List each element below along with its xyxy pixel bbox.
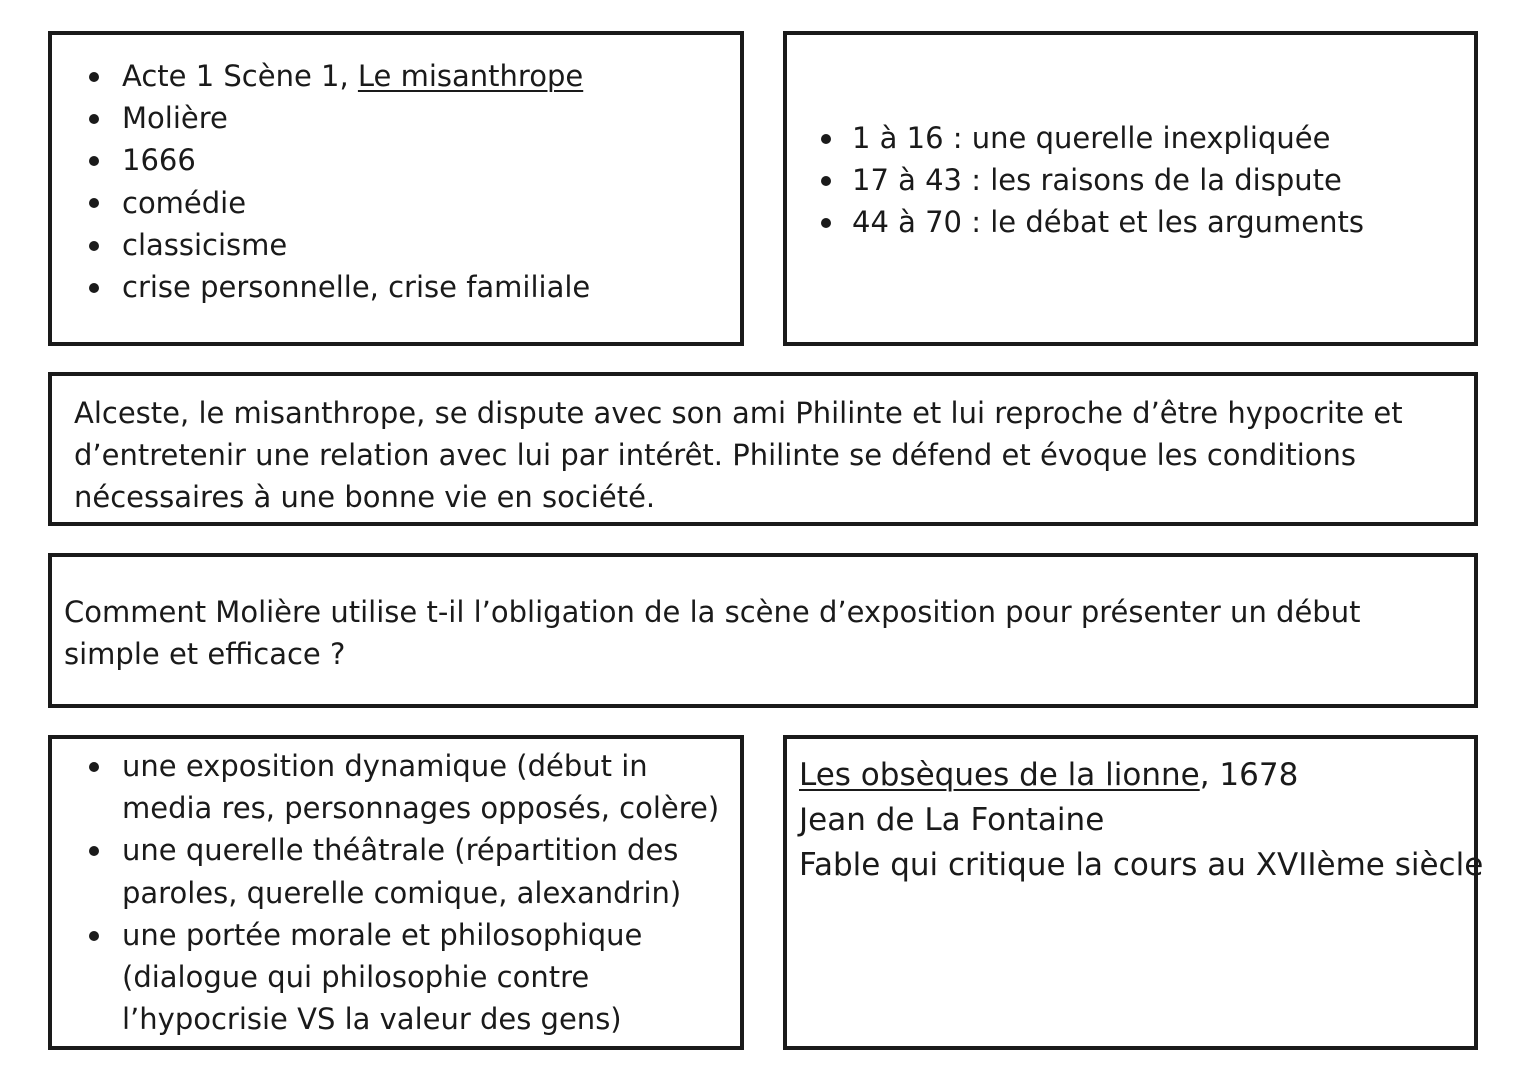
- problematic-box: [48, 553, 1478, 708]
- list-item: 1 à 16 : une querelle inexpliquée: [804, 117, 1364, 159]
- problematic-text: Comment Molière utilise t-il l’obligation de la scène d’exposition pour présenter un début simple et efficace ?: [64, 595, 1361, 672]
- list-item: [72, 139, 590, 181]
- list-item: [72, 182, 590, 224]
- structure-list: [804, 117, 1364, 244]
- list-item: une exposition dynamique (début in media res, personnages opposés, colère): [72, 745, 730, 829]
- list-item: 17 à 43 : les raisons de la dispute: [804, 159, 1364, 201]
- related-description: Fable qui critique la cours au XVIIème siècle: [799, 847, 1484, 883]
- list-item: [72, 266, 590, 308]
- work-info-box: [48, 31, 744, 346]
- related-title: Les obsèques de la lionne: [799, 757, 1200, 793]
- list-item: [72, 224, 590, 266]
- info-genre: comédie: [122, 185, 247, 220]
- plan-box: [48, 735, 744, 1050]
- plan-list: [72, 745, 730, 1040]
- related-text-content: [799, 753, 1484, 888]
- info-context: crise personnelle, crise familiale: [122, 270, 591, 305]
- info-act-scene: Acte 1 Scène 1,: [122, 59, 358, 93]
- info-movement: classicisme: [122, 227, 288, 262]
- related-text-box: [783, 735, 1484, 1050]
- related-author: Jean de La Fontaine: [799, 802, 1105, 838]
- info-author: Molière: [122, 101, 228, 136]
- summary-text: Alceste, le misanthrope, se dispute avec son ami Philinte et lui reproche d’être hypocrite et d’entretenir une relation avec lui par intérêt. Philinte se défend et évoque les conditions nécessaires à une bonne vie en société.: [74, 396, 1403, 515]
- list-item: une portée morale et philosophique (dialogue qui philosophie contre l’hypocrisie VS la valeur des gens): [72, 914, 730, 1041]
- list-item: 44 à 70 : le débat et les arguments: [804, 201, 1364, 243]
- summary-box: [48, 372, 1478, 526]
- info-year: 1666: [122, 143, 196, 178]
- list-item: [72, 97, 590, 139]
- info-play-title: Le misanthrope: [357, 59, 584, 93]
- related-year: , 1678: [1199, 757, 1299, 793]
- list-item: [72, 55, 590, 97]
- work-info-list: [72, 55, 590, 308]
- structure-box: [783, 31, 1478, 346]
- list-item: une querelle théâtrale (répartition des paroles, querelle comique, alexandrin): [72, 829, 730, 913]
- related-title-line: [799, 753, 1464, 798]
